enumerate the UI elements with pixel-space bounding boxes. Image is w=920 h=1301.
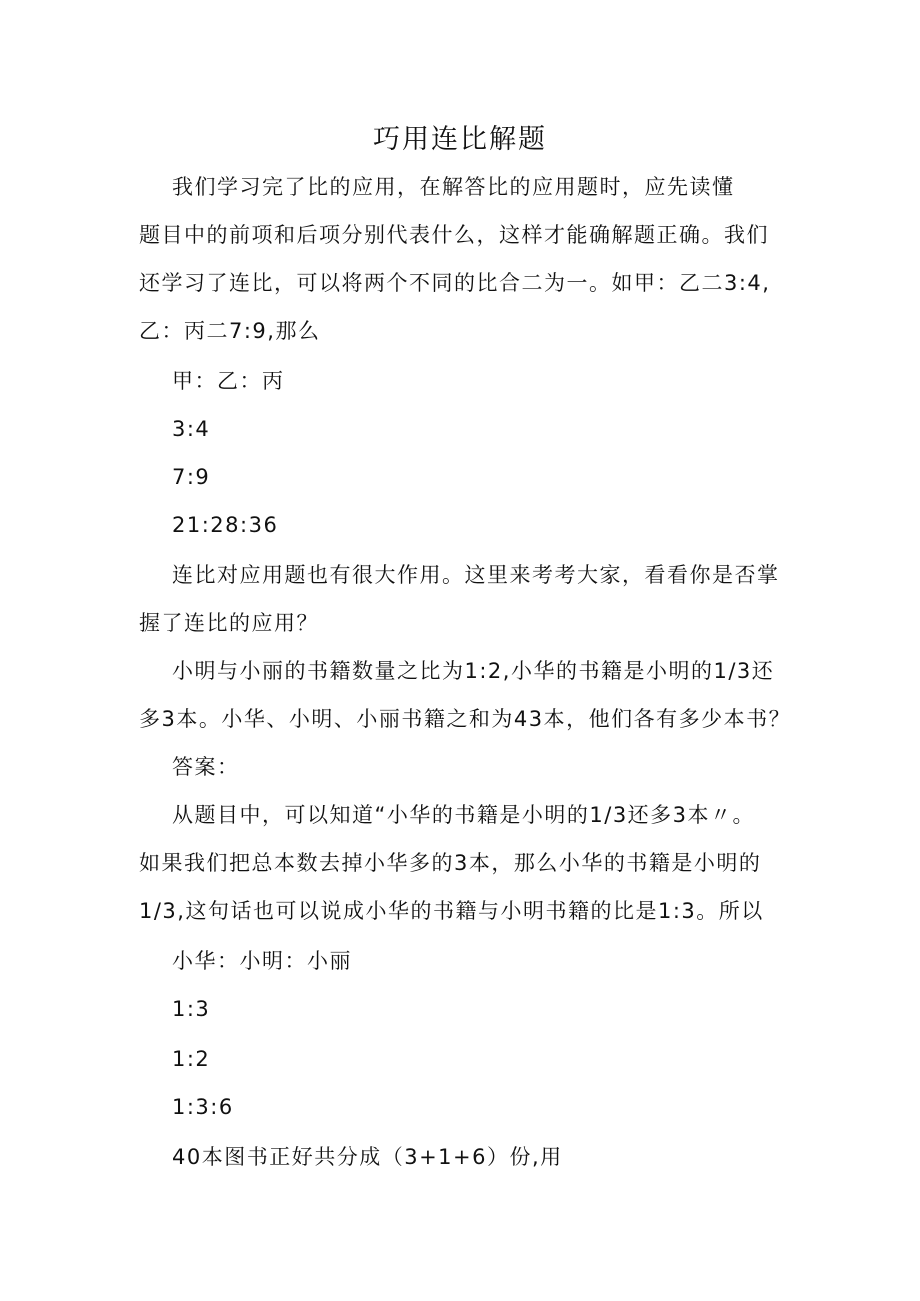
answer-line: 40本图书正好共分成（3+1+6）份,用 [172,1145,563,1169]
ratio-line: 1:2 [172,1047,211,1071]
answer-label: 答案： [172,755,240,779]
ratio-header-line: 小华：小明：小丽 [172,949,352,973]
ratio-line: 7:9 [172,465,211,489]
paragraph-line: 题目中的前项和后项分别代表什么，这样才能确解题正确。我们 [139,223,769,247]
paragraph-line: 我们学习完了比的应用，在解答比的应用题时，应先读懂 [172,175,735,199]
paragraph-line: 握了连比的应用？ [139,611,319,635]
ratio-header-line: 甲：乙：丙 [172,369,285,393]
problem-line: 多3本。小华、小明、小丽书籍之和为43本，他们各有多少本书？ [139,707,792,731]
paragraph-line: 乙：丙二7:9,那么 [139,319,321,343]
paragraph-line: 连比对应用题也有很大作用。这里来考考大家，看看你是否掌 [172,563,780,587]
answer-line: 如果我们把总本数去掉小华多的3本，那么小华的书籍是小明的 [139,851,762,875]
document-title: 巧用连比解题 [373,124,547,155]
answer-line: 1/3,这句话也可以说成小华的书籍与小明书籍的比是1:3。所以 [139,899,764,923]
ratio-line: 21:28:36 [172,513,279,537]
problem-line: 小明与小丽的书籍数量之比为1:2,小华的书籍是小明的1/3还 [172,659,775,683]
ratio-line: 3:4 [172,417,211,441]
answer-line: 从题目中，可以知道“小华的书籍是小明的1/3还多3本〃。 [172,803,756,827]
paragraph-line: 还学习了连比，可以将两个不同的比合二为一。如甲：乙二3:4, [139,271,771,295]
ratio-line: 1:3:6 [172,1095,234,1119]
ratio-line: 1:3 [172,997,211,1021]
